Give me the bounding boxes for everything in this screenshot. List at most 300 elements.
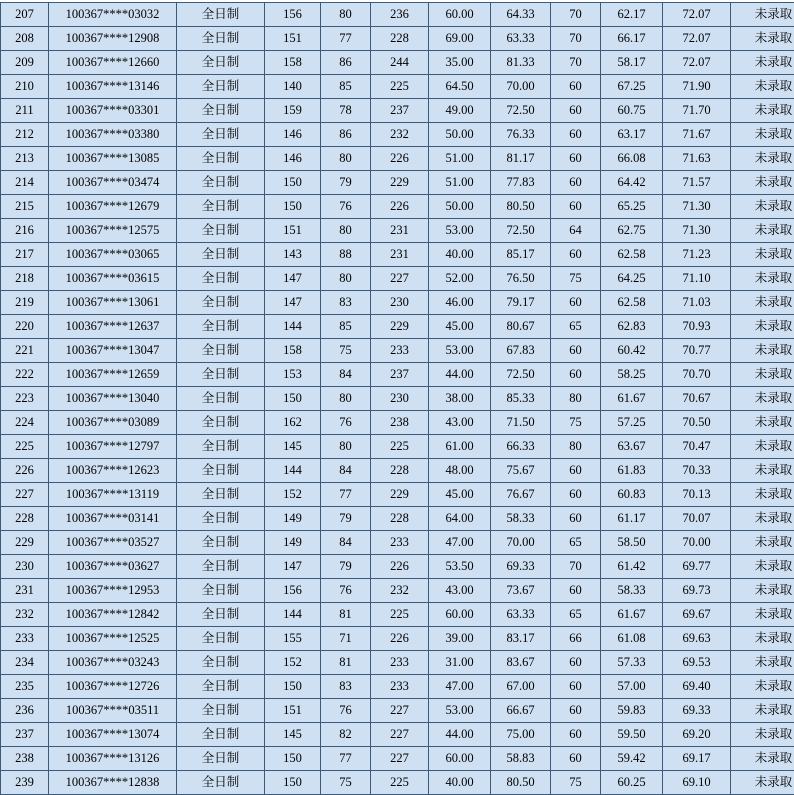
cell-score-6: 60 bbox=[551, 459, 601, 483]
cell-score-3: 237 bbox=[371, 99, 429, 123]
cell-rank: 230 bbox=[1, 555, 49, 579]
table-row bbox=[1, 243, 794, 267]
cell-exam-id: 100367****03032 bbox=[49, 3, 177, 27]
cell-study-type: 全日制 bbox=[177, 411, 265, 435]
cell-score-5: 66.67 bbox=[491, 699, 551, 723]
cell-rank: 218 bbox=[1, 267, 49, 291]
cell-score-5: 77.83 bbox=[491, 171, 551, 195]
table-row bbox=[1, 555, 794, 579]
cell-score-7: 62.75 bbox=[601, 219, 663, 243]
cell-score-4: 43.00 bbox=[429, 411, 491, 435]
cell-score-1: 162 bbox=[265, 411, 321, 435]
cell-result: 未录取 bbox=[731, 411, 794, 435]
table-row bbox=[1, 531, 794, 555]
cell-total: 69.40 bbox=[663, 675, 731, 699]
cell-score-6: 70 bbox=[551, 3, 601, 27]
cell-total: 70.00 bbox=[663, 531, 731, 555]
cell-score-4: 47.00 bbox=[429, 531, 491, 555]
admission-results-table bbox=[0, 2, 794, 795]
cell-score-6: 80 bbox=[551, 435, 601, 459]
cell-score-2: 80 bbox=[321, 267, 371, 291]
cell-score-4: 53.00 bbox=[429, 339, 491, 363]
cell-result: 未录取 bbox=[731, 27, 794, 51]
cell-study-type: 全日制 bbox=[177, 771, 265, 795]
cell-score-4: 48.00 bbox=[429, 459, 491, 483]
cell-exam-id: 100367****03243 bbox=[49, 651, 177, 675]
cell-score-6: 60 bbox=[551, 243, 601, 267]
cell-score-5: 69.33 bbox=[491, 555, 551, 579]
cell-study-type: 全日制 bbox=[177, 219, 265, 243]
cell-score-5: 63.33 bbox=[491, 27, 551, 51]
cell-score-7: 60.25 bbox=[601, 771, 663, 795]
table-row bbox=[1, 363, 794, 387]
cell-score-7: 65.25 bbox=[601, 195, 663, 219]
cell-score-3: 231 bbox=[371, 219, 429, 243]
cell-score-6: 75 bbox=[551, 267, 601, 291]
cell-score-2: 79 bbox=[321, 507, 371, 531]
cell-result: 未录取 bbox=[731, 555, 794, 579]
cell-score-4: 40.00 bbox=[429, 243, 491, 267]
cell-score-6: 60 bbox=[551, 339, 601, 363]
table-row bbox=[1, 459, 794, 483]
cell-total: 71.67 bbox=[663, 123, 731, 147]
cell-score-1: 146 bbox=[265, 123, 321, 147]
cell-score-2: 88 bbox=[321, 243, 371, 267]
cell-score-7: 62.83 bbox=[601, 315, 663, 339]
cell-score-5: 80.50 bbox=[491, 771, 551, 795]
cell-study-type: 全日制 bbox=[177, 171, 265, 195]
cell-score-5: 80.67 bbox=[491, 315, 551, 339]
cell-result: 未录取 bbox=[731, 507, 794, 531]
cell-rank: 210 bbox=[1, 75, 49, 99]
cell-score-1: 153 bbox=[265, 363, 321, 387]
cell-score-4: 64.00 bbox=[429, 507, 491, 531]
cell-score-1: 144 bbox=[265, 603, 321, 627]
cell-exam-id: 100367****03527 bbox=[49, 531, 177, 555]
table-row bbox=[1, 675, 794, 699]
cell-score-7: 66.17 bbox=[601, 27, 663, 51]
cell-score-6: 60 bbox=[551, 147, 601, 171]
cell-total: 71.70 bbox=[663, 99, 731, 123]
table-row bbox=[1, 411, 794, 435]
cell-score-7: 62.58 bbox=[601, 291, 663, 315]
cell-result: 未录取 bbox=[731, 339, 794, 363]
cell-score-5: 70.00 bbox=[491, 75, 551, 99]
cell-score-7: 57.25 bbox=[601, 411, 663, 435]
cell-score-6: 80 bbox=[551, 387, 601, 411]
cell-score-6: 60 bbox=[551, 75, 601, 99]
cell-exam-id: 100367****03065 bbox=[49, 243, 177, 267]
cell-score-2: 82 bbox=[321, 723, 371, 747]
cell-study-type: 全日制 bbox=[177, 579, 265, 603]
cell-score-1: 159 bbox=[265, 99, 321, 123]
cell-score-1: 151 bbox=[265, 27, 321, 51]
cell-result: 未录取 bbox=[731, 195, 794, 219]
cell-exam-id: 100367****12797 bbox=[49, 435, 177, 459]
cell-rank: 215 bbox=[1, 195, 49, 219]
cell-study-type: 全日制 bbox=[177, 195, 265, 219]
cell-score-2: 86 bbox=[321, 123, 371, 147]
cell-score-6: 60 bbox=[551, 651, 601, 675]
cell-score-3: 227 bbox=[371, 747, 429, 771]
cell-rank: 222 bbox=[1, 363, 49, 387]
cell-exam-id: 100367****03380 bbox=[49, 123, 177, 147]
cell-score-3: 226 bbox=[371, 195, 429, 219]
cell-score-7: 63.67 bbox=[601, 435, 663, 459]
cell-score-2: 77 bbox=[321, 27, 371, 51]
table-row bbox=[1, 51, 794, 75]
cell-study-type: 全日制 bbox=[177, 459, 265, 483]
cell-score-4: 64.50 bbox=[429, 75, 491, 99]
cell-score-7: 61.42 bbox=[601, 555, 663, 579]
cell-score-2: 80 bbox=[321, 387, 371, 411]
cell-score-1: 150 bbox=[265, 771, 321, 795]
cell-score-3: 227 bbox=[371, 723, 429, 747]
cell-study-type: 全日制 bbox=[177, 747, 265, 771]
cell-score-6: 60 bbox=[551, 123, 601, 147]
cell-rank: 211 bbox=[1, 99, 49, 123]
cell-study-type: 全日制 bbox=[177, 99, 265, 123]
cell-result: 未录取 bbox=[731, 315, 794, 339]
cell-score-7: 61.08 bbox=[601, 627, 663, 651]
cell-result: 未录取 bbox=[731, 675, 794, 699]
cell-exam-id: 100367****12659 bbox=[49, 363, 177, 387]
cell-result: 未录取 bbox=[731, 651, 794, 675]
cell-score-1: 147 bbox=[265, 267, 321, 291]
cell-score-1: 144 bbox=[265, 459, 321, 483]
cell-total: 70.33 bbox=[663, 459, 731, 483]
table-row bbox=[1, 435, 794, 459]
cell-score-5: 83.67 bbox=[491, 651, 551, 675]
cell-score-6: 60 bbox=[551, 291, 601, 315]
table-row bbox=[1, 771, 794, 795]
cell-score-4: 39.00 bbox=[429, 627, 491, 651]
cell-score-2: 77 bbox=[321, 483, 371, 507]
cell-result: 未录取 bbox=[731, 75, 794, 99]
cell-result: 未录取 bbox=[731, 243, 794, 267]
cell-score-5: 71.50 bbox=[491, 411, 551, 435]
cell-score-5: 79.17 bbox=[491, 291, 551, 315]
cell-score-2: 83 bbox=[321, 291, 371, 315]
cell-score-5: 72.50 bbox=[491, 363, 551, 387]
cell-result: 未录取 bbox=[731, 627, 794, 651]
cell-rank: 214 bbox=[1, 171, 49, 195]
cell-study-type: 全日制 bbox=[177, 723, 265, 747]
cell-rank: 233 bbox=[1, 627, 49, 651]
cell-study-type: 全日制 bbox=[177, 507, 265, 531]
cell-study-type: 全日制 bbox=[177, 363, 265, 387]
cell-score-1: 147 bbox=[265, 555, 321, 579]
cell-score-1: 146 bbox=[265, 147, 321, 171]
cell-score-6: 60 bbox=[551, 363, 601, 387]
cell-score-6: 60 bbox=[551, 99, 601, 123]
cell-score-6: 60 bbox=[551, 747, 601, 771]
cell-study-type: 全日制 bbox=[177, 435, 265, 459]
cell-score-4: 44.00 bbox=[429, 723, 491, 747]
cell-score-2: 81 bbox=[321, 651, 371, 675]
cell-score-5: 76.50 bbox=[491, 267, 551, 291]
cell-score-1: 145 bbox=[265, 723, 321, 747]
cell-result: 未录取 bbox=[731, 483, 794, 507]
cell-score-3: 233 bbox=[371, 339, 429, 363]
cell-score-5: 64.33 bbox=[491, 3, 551, 27]
cell-score-3: 229 bbox=[371, 315, 429, 339]
cell-exam-id: 100367****12623 bbox=[49, 459, 177, 483]
cell-score-5: 72.50 bbox=[491, 219, 551, 243]
cell-score-5: 76.67 bbox=[491, 483, 551, 507]
cell-rank: 207 bbox=[1, 3, 49, 27]
cell-study-type: 全日制 bbox=[177, 603, 265, 627]
cell-result: 未录取 bbox=[731, 459, 794, 483]
cell-score-5: 85.17 bbox=[491, 243, 551, 267]
cell-exam-id: 100367****03627 bbox=[49, 555, 177, 579]
cell-exam-id: 100367****03511 bbox=[49, 699, 177, 723]
table-row bbox=[1, 387, 794, 411]
cell-result: 未录取 bbox=[731, 219, 794, 243]
cell-score-4: 69.00 bbox=[429, 27, 491, 51]
cell-exam-id: 100367****13119 bbox=[49, 483, 177, 507]
cell-score-4: 50.00 bbox=[429, 195, 491, 219]
cell-rank: 224 bbox=[1, 411, 49, 435]
cell-total: 70.07 bbox=[663, 507, 731, 531]
cell-rank: 235 bbox=[1, 675, 49, 699]
table-row bbox=[1, 27, 794, 51]
cell-score-4: 46.00 bbox=[429, 291, 491, 315]
cell-score-4: 45.00 bbox=[429, 315, 491, 339]
cell-exam-id: 100367****13085 bbox=[49, 147, 177, 171]
cell-score-3: 228 bbox=[371, 27, 429, 51]
cell-score-3: 236 bbox=[371, 3, 429, 27]
cell-score-7: 63.17 bbox=[601, 123, 663, 147]
cell-score-3: 231 bbox=[371, 243, 429, 267]
table-row bbox=[1, 579, 794, 603]
cell-score-6: 66 bbox=[551, 627, 601, 651]
cell-score-5: 58.83 bbox=[491, 747, 551, 771]
cell-score-7: 66.08 bbox=[601, 147, 663, 171]
cell-score-1: 150 bbox=[265, 171, 321, 195]
cell-total: 71.63 bbox=[663, 147, 731, 171]
cell-total: 69.77 bbox=[663, 555, 731, 579]
cell-score-3: 233 bbox=[371, 531, 429, 555]
cell-score-3: 227 bbox=[371, 267, 429, 291]
table-row bbox=[1, 99, 794, 123]
cell-study-type: 全日制 bbox=[177, 555, 265, 579]
cell-total: 70.67 bbox=[663, 387, 731, 411]
cell-total: 69.20 bbox=[663, 723, 731, 747]
table-row bbox=[1, 123, 794, 147]
cell-total: 71.10 bbox=[663, 267, 731, 291]
cell-score-2: 84 bbox=[321, 531, 371, 555]
cell-score-2: 79 bbox=[321, 171, 371, 195]
cell-score-6: 60 bbox=[551, 483, 601, 507]
cell-score-4: 50.00 bbox=[429, 123, 491, 147]
cell-score-2: 85 bbox=[321, 315, 371, 339]
cell-score-4: 47.00 bbox=[429, 675, 491, 699]
cell-score-5: 73.67 bbox=[491, 579, 551, 603]
cell-study-type: 全日制 bbox=[177, 147, 265, 171]
table-row bbox=[1, 603, 794, 627]
cell-result: 未录取 bbox=[731, 603, 794, 627]
cell-result: 未录取 bbox=[731, 123, 794, 147]
cell-total: 71.30 bbox=[663, 195, 731, 219]
cell-exam-id: 100367****12908 bbox=[49, 27, 177, 51]
table-row bbox=[1, 75, 794, 99]
cell-score-6: 60 bbox=[551, 507, 601, 531]
cell-exam-id: 100367****13047 bbox=[49, 339, 177, 363]
cell-score-3: 238 bbox=[371, 411, 429, 435]
cell-score-5: 75.00 bbox=[491, 723, 551, 747]
cell-score-3: 233 bbox=[371, 651, 429, 675]
cell-score-4: 38.00 bbox=[429, 387, 491, 411]
cell-score-4: 49.00 bbox=[429, 99, 491, 123]
cell-score-2: 84 bbox=[321, 363, 371, 387]
cell-score-7: 58.17 bbox=[601, 51, 663, 75]
cell-rank: 227 bbox=[1, 483, 49, 507]
cell-exam-id: 100367****12838 bbox=[49, 771, 177, 795]
cell-score-7: 59.42 bbox=[601, 747, 663, 771]
cell-rank: 223 bbox=[1, 387, 49, 411]
cell-rank: 239 bbox=[1, 771, 49, 795]
cell-rank: 226 bbox=[1, 459, 49, 483]
table-row bbox=[1, 147, 794, 171]
cell-total: 69.17 bbox=[663, 747, 731, 771]
cell-exam-id: 100367****12525 bbox=[49, 627, 177, 651]
cell-score-5: 85.33 bbox=[491, 387, 551, 411]
cell-score-2: 85 bbox=[321, 75, 371, 99]
cell-score-6: 60 bbox=[551, 579, 601, 603]
cell-score-3: 230 bbox=[371, 387, 429, 411]
cell-score-6: 60 bbox=[551, 195, 601, 219]
cell-score-4: 52.00 bbox=[429, 267, 491, 291]
cell-exam-id: 100367****03141 bbox=[49, 507, 177, 531]
cell-score-7: 60.42 bbox=[601, 339, 663, 363]
cell-result: 未录取 bbox=[731, 147, 794, 171]
cell-score-6: 75 bbox=[551, 411, 601, 435]
cell-score-1: 150 bbox=[265, 675, 321, 699]
table-row bbox=[1, 267, 794, 291]
cell-score-4: 51.00 bbox=[429, 171, 491, 195]
cell-score-3: 233 bbox=[371, 675, 429, 699]
cell-total: 69.67 bbox=[663, 603, 731, 627]
cell-exam-id: 100367****13074 bbox=[49, 723, 177, 747]
cell-rank: 229 bbox=[1, 531, 49, 555]
table-row bbox=[1, 339, 794, 363]
cell-result: 未录取 bbox=[731, 3, 794, 27]
cell-score-4: 53.50 bbox=[429, 555, 491, 579]
cell-score-5: 75.67 bbox=[491, 459, 551, 483]
cell-score-1: 151 bbox=[265, 219, 321, 243]
cell-score-2: 78 bbox=[321, 99, 371, 123]
cell-score-6: 60 bbox=[551, 675, 601, 699]
cell-study-type: 全日制 bbox=[177, 267, 265, 291]
cell-score-4: 53.00 bbox=[429, 219, 491, 243]
cell-score-7: 57.33 bbox=[601, 651, 663, 675]
cell-study-type: 全日制 bbox=[177, 675, 265, 699]
cell-score-1: 152 bbox=[265, 651, 321, 675]
cell-rank: 221 bbox=[1, 339, 49, 363]
cell-rank: 228 bbox=[1, 507, 49, 531]
cell-total: 70.47 bbox=[663, 435, 731, 459]
cell-score-6: 70 bbox=[551, 51, 601, 75]
cell-result: 未录取 bbox=[731, 699, 794, 723]
cell-score-7: 58.25 bbox=[601, 363, 663, 387]
table-row bbox=[1, 627, 794, 651]
cell-score-2: 80 bbox=[321, 3, 371, 27]
cell-score-3: 232 bbox=[371, 579, 429, 603]
cell-result: 未录取 bbox=[731, 171, 794, 195]
cell-score-6: 65 bbox=[551, 531, 601, 555]
cell-score-4: 60.00 bbox=[429, 3, 491, 27]
cell-score-3: 226 bbox=[371, 147, 429, 171]
cell-rank: 237 bbox=[1, 723, 49, 747]
cell-score-7: 60.83 bbox=[601, 483, 663, 507]
cell-total: 71.03 bbox=[663, 291, 731, 315]
cell-result: 未录取 bbox=[731, 267, 794, 291]
cell-score-4: 44.00 bbox=[429, 363, 491, 387]
cell-score-1: 155 bbox=[265, 627, 321, 651]
cell-score-1: 150 bbox=[265, 387, 321, 411]
cell-score-3: 225 bbox=[371, 75, 429, 99]
cell-total: 72.07 bbox=[663, 27, 731, 51]
cell-score-1: 150 bbox=[265, 747, 321, 771]
cell-exam-id: 100367****03089 bbox=[49, 411, 177, 435]
cell-score-2: 71 bbox=[321, 627, 371, 651]
cell-exam-id: 100367****12953 bbox=[49, 579, 177, 603]
cell-score-2: 75 bbox=[321, 771, 371, 795]
cell-score-2: 80 bbox=[321, 219, 371, 243]
cell-score-1: 151 bbox=[265, 699, 321, 723]
cell-score-6: 60 bbox=[551, 699, 601, 723]
cell-rank: 208 bbox=[1, 27, 49, 51]
cell-score-3: 229 bbox=[371, 483, 429, 507]
cell-result: 未录取 bbox=[731, 51, 794, 75]
cell-score-3: 226 bbox=[371, 627, 429, 651]
cell-score-4: 51.00 bbox=[429, 147, 491, 171]
cell-score-1: 156 bbox=[265, 3, 321, 27]
cell-rank: 213 bbox=[1, 147, 49, 171]
cell-score-7: 64.42 bbox=[601, 171, 663, 195]
cell-score-4: 53.00 bbox=[429, 699, 491, 723]
cell-score-2: 80 bbox=[321, 147, 371, 171]
cell-total: 70.13 bbox=[663, 483, 731, 507]
table-row bbox=[1, 747, 794, 771]
cell-score-5: 72.50 bbox=[491, 99, 551, 123]
cell-score-7: 59.50 bbox=[601, 723, 663, 747]
cell-total: 71.90 bbox=[663, 75, 731, 99]
cell-score-5: 66.33 bbox=[491, 435, 551, 459]
cell-score-2: 76 bbox=[321, 411, 371, 435]
cell-score-5: 67.00 bbox=[491, 675, 551, 699]
table-body bbox=[1, 3, 794, 795]
cell-study-type: 全日制 bbox=[177, 387, 265, 411]
cell-score-3: 228 bbox=[371, 507, 429, 531]
cell-total: 71.23 bbox=[663, 243, 731, 267]
cell-total: 72.07 bbox=[663, 51, 731, 75]
cell-score-1: 152 bbox=[265, 483, 321, 507]
cell-score-4: 60.00 bbox=[429, 603, 491, 627]
cell-result: 未录取 bbox=[731, 99, 794, 123]
cell-score-4: 35.00 bbox=[429, 51, 491, 75]
cell-total: 70.70 bbox=[663, 363, 731, 387]
cell-score-1: 145 bbox=[265, 435, 321, 459]
cell-score-1: 140 bbox=[265, 75, 321, 99]
cell-exam-id: 100367****12637 bbox=[49, 315, 177, 339]
cell-rank: 220 bbox=[1, 315, 49, 339]
cell-score-1: 156 bbox=[265, 579, 321, 603]
cell-exam-id: 100367****13061 bbox=[49, 291, 177, 315]
cell-result: 未录取 bbox=[731, 531, 794, 555]
cell-exam-id: 100367****12575 bbox=[49, 219, 177, 243]
